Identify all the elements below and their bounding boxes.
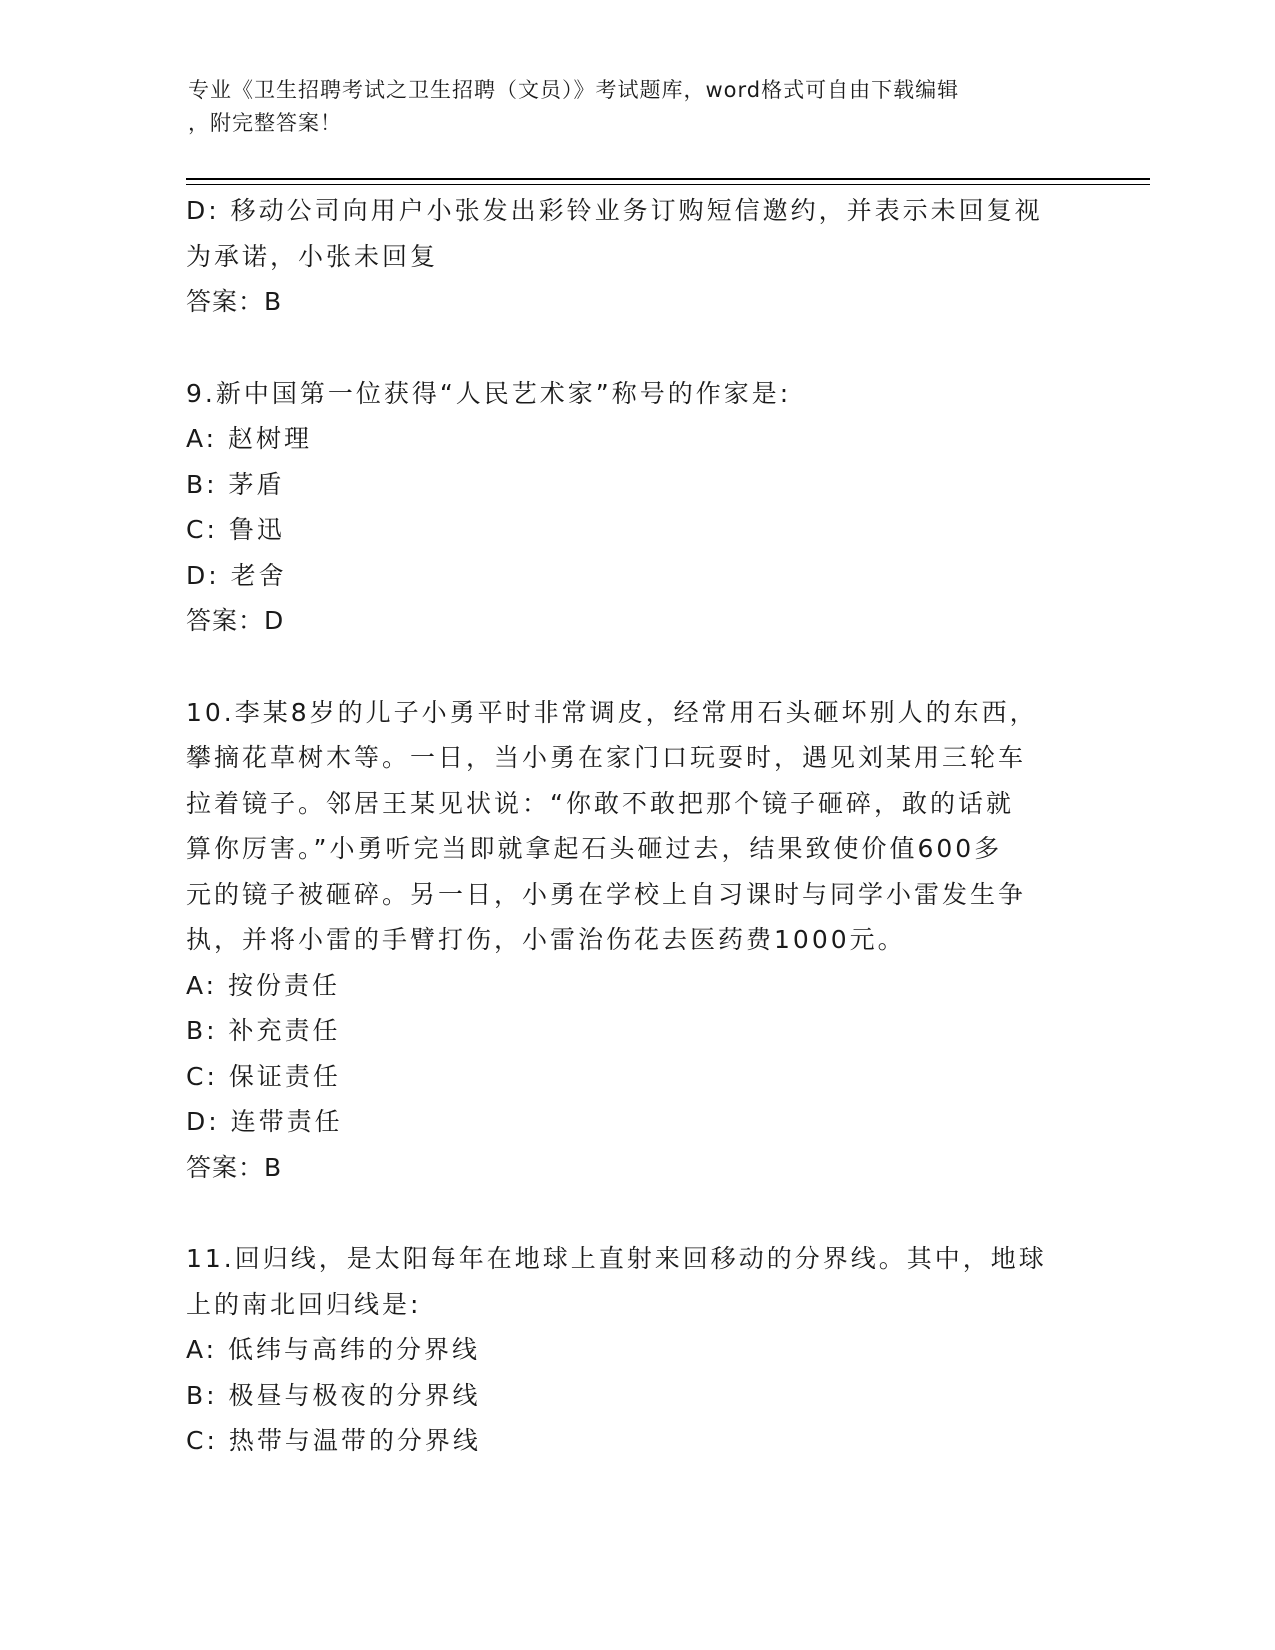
option-b: B: 极昼与极夜的分界线 xyxy=(186,1380,481,1410)
document-header xyxy=(188,74,1068,140)
option-c: C: 鲁迅 xyxy=(186,515,285,544)
option-a: A: 按份责任 xyxy=(186,970,341,1000)
option-d-line-2: 为承诺，小张未回复 xyxy=(186,241,439,271)
header-divider-thin xyxy=(186,184,1150,185)
question-8-tail xyxy=(186,188,1086,325)
option-d-line-1: D: 移动公司向用户小张发出彩铃业务订购短信邀约，并表示未回复视 xyxy=(186,196,1043,225)
header-line-1: 专业《卫生招聘考试之卫生招聘（文员）》考试题库，word格式可自由下载编辑 xyxy=(188,78,960,102)
option-d: D: 老舍 xyxy=(186,560,287,590)
option-c: C: 保证责任 xyxy=(186,1061,341,1091)
answer: 答案：B xyxy=(186,1152,283,1182)
question-9 xyxy=(186,371,1086,644)
question-stem-line-2: 上的南北回归线是: xyxy=(186,1289,422,1319)
option-b: B: 补充责任 xyxy=(186,1016,341,1045)
question-11 xyxy=(186,1236,1086,1464)
option-b: B: 茅盾 xyxy=(186,469,285,499)
question-stem-line-2: 攀摘花草树木等。一日，当小勇在家门口玩耍时，遇见刘某用三轮车 xyxy=(186,743,1027,772)
spacer xyxy=(186,325,1086,371)
question-stem-line-5: 元的镜子被砸碎。另一日，小勇在学校上自习课时与同学小雷发生争 xyxy=(186,879,1027,909)
option-a: A: 赵树理 xyxy=(186,424,313,453)
header-line-2: ，附完整答案！ xyxy=(188,111,342,135)
document-body xyxy=(186,188,1086,1464)
option-a: A: 低纬与高纬的分界线 xyxy=(186,1335,481,1364)
spacer xyxy=(186,644,1086,690)
question-stem: 9.新中国第一位获得“人民艺术家”称号的作家是: xyxy=(186,378,792,408)
question-stem-line-1: 11.回归线，是太阳每年在地球上直射来回移动的分界线。其中，地球 xyxy=(186,1244,1047,1273)
option-c: C: 热带与温带的分界线 xyxy=(186,1426,481,1455)
question-stem-line-4: 算你厉害。”小勇听完当即就拿起石头砸过去，结果致使价值600多 xyxy=(186,834,1003,863)
answer: 答案：B xyxy=(186,287,283,316)
question-stem-line-1: 10.李某8岁的儿子小勇平时非常调皮，经常用石头砸坏别人的东西， xyxy=(186,697,1038,727)
question-stem-line-6: 执，并将小雷的手臂打伤，小雷治伤花去医药费1000元。 xyxy=(186,925,906,954)
header-divider-thick xyxy=(186,178,1150,180)
question-10 xyxy=(186,690,1086,1191)
answer: 答案：D xyxy=(186,606,285,635)
question-stem-line-3: 拉着镜子。邻居王某见状说：“你敢不敢把那个镜子砸碎，敢的话就 xyxy=(186,788,1014,818)
spacer xyxy=(186,1190,1086,1236)
option-d: D: 连带责任 xyxy=(186,1107,343,1136)
